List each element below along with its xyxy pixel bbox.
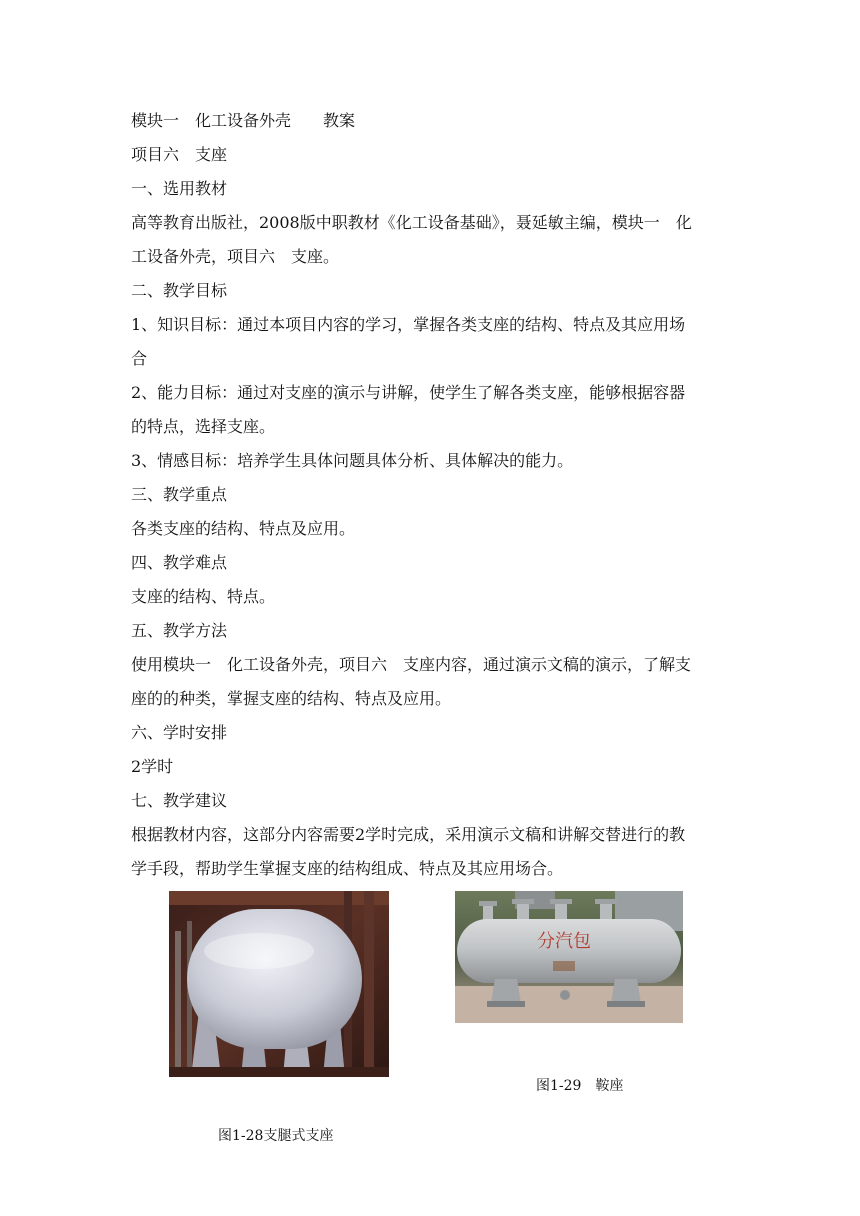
paragraph-line: 1、知识目标：通过本项目内容的学习，掌握各类支座的结构、特点及其应用场: [131, 315, 686, 334]
paragraph-line: 学手段，帮助学生掌握支座的结构组成、特点及其应用场合。: [131, 859, 564, 878]
saddle-support-tank-photo: [455, 891, 683, 1023]
section-heading: 七、教学建议: [131, 791, 228, 810]
paragraph-line: 使用模块一 化工设备外壳，项目六 支座内容，通过演示文稿的演示，了解支: [131, 655, 692, 674]
paragraph-line: 支座的结构、特点。: [131, 587, 276, 606]
paragraph-line: 2、能力目标：通过对支座的演示与讲解，使学生了解各类支座，能够根据容器: [131, 383, 686, 402]
project-title: 项目六 支座: [131, 145, 228, 164]
paragraph-line: 3、情感目标：培养学生具体问题具体分析、具体解决的能力。: [131, 451, 574, 470]
leg-support-tank-photo: [169, 891, 389, 1077]
paragraph-line: 合: [131, 349, 148, 368]
paragraph-line: 2学时: [131, 757, 174, 776]
section-heading: 五、教学方法: [131, 621, 228, 640]
paragraph-line: 根据教材内容，这部分内容需要2学时完成，采用演示文稿和讲解交替进行的教: [131, 825, 686, 844]
paragraph-line: 各类支座的结构、特点及应用。: [131, 519, 356, 538]
paragraph-line: 高等教育出版社，2008版中职教材《化工设备基础》，聂延敏主编，模块一 化: [131, 213, 692, 232]
paragraph-line: 的特点，选择支座。: [131, 417, 276, 436]
paragraph-line: 座的的种类，掌握支座的结构、特点及应用。: [131, 689, 452, 708]
paragraph-line: 工设备外壳，项目六 支座。: [131, 247, 340, 266]
section-heading: 一、选用教材: [131, 179, 228, 198]
figure-caption-leg-support: 图1-28支腿式支座: [218, 1128, 334, 1144]
doc-title: 模块一 化工设备外壳 教案: [131, 111, 356, 130]
tank-label-text: 分汽包: [537, 931, 591, 952]
section-heading: 三、教学重点: [131, 485, 228, 504]
section-heading: 六、学时安排: [131, 723, 228, 742]
figure-caption-saddle: 图1-29 鞍座: [536, 1078, 624, 1094]
section-heading: 四、教学难点: [131, 553, 228, 572]
section-heading: 二、教学目标: [131, 281, 228, 300]
